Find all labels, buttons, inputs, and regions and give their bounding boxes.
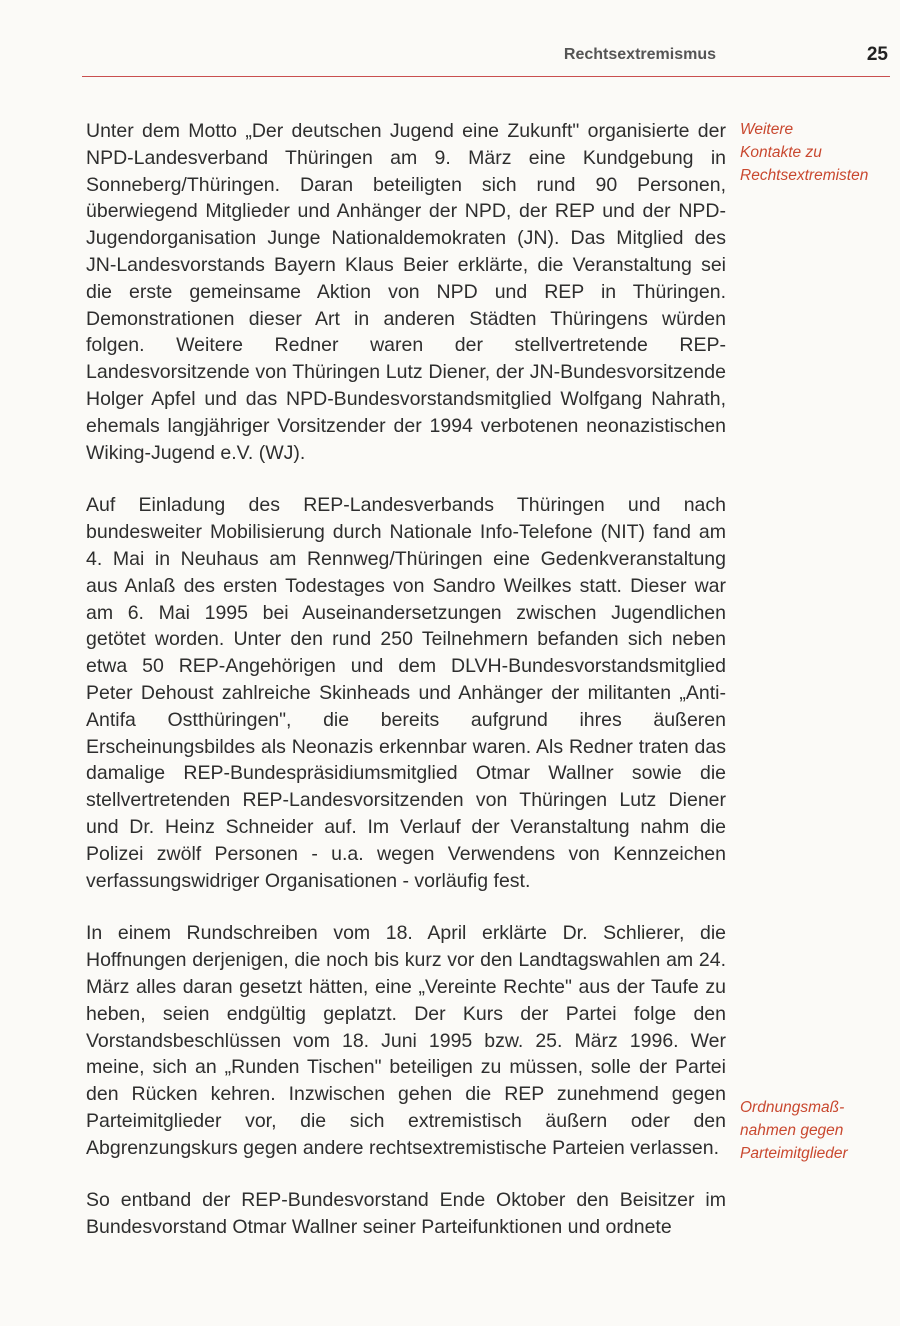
- paragraph-rundschreiben: In einem Rundschreiben vom 18. April erklärte Dr. Schlierer, die Hoffnungen derjenigen, die noch bis kurz vor den Landtagswahlen am 24. März alles daran gesetzt hätten, eine „Vereinte Rechte" aus der Taufe zu heben, seien endgültig geplatzt. Der Kurs der Partei folge den Vorstandsbeschlüssen vom 18. Juni 1995 bzw. 25. März 1996. Wer meine, sich an „Runden Tischen" beteiligen zu müssen, solle der Partei den Rücken kehren. Inzwischen gehen die REP zunehmend gegen Parteimitglieder vor, die sich extremistisch äußern oder den Abgrenzungskurs gegen andere rechtsextremistische Parteien verlassen.: [86, 922, 726, 1159]
- margin-note-line: Rechtsextremisten: [740, 167, 869, 184]
- margin-note-kontakte: [740, 118, 890, 187]
- running-title: Rechtsextremismus: [563, 46, 716, 63]
- margin-note-ordnungsmassnahmen: [740, 1096, 890, 1165]
- body-text: [86, 118, 726, 1267]
- paragraph-wallner: So entband der REP-Bundesvorstand Ende Oktober den Beisitzer im Bundesvorstand Otmar Wallner seiner Parteifunktionen und ordnete: [86, 1189, 726, 1239]
- running-header: [82, 36, 890, 77]
- margin-note-line: nahmen gegen: [740, 1122, 844, 1139]
- margin-note-line: Ordnungsmaß-: [740, 1099, 845, 1116]
- margin-note-line: Kontakte zu: [740, 144, 822, 161]
- paragraph-gedenkveranstaltung: Auf Einladung des REP-Landesverbands Thüringen und nach bundesweiter Mobilisierung durch Nationale Info-Telefone (NIT) fand am 4. Mai in Neuhaus am Rennweg/Thüringen eine Gedenkveranstaltung aus Anlaß des ersten Todestages von Sandro Weilkes statt. Dieser war am 6. Mai 1995 bei Auseinandersetzungen zwischen Jugendlichen getötet worden. Unter den rund 250 Teilnehmern befanden sich neben etwa 50 REP-Angehörigen und dem DLVH-Bundesvorstandsmitglied Peter Dehoust zahlreiche Skinheads und Anhänger der militanten „Anti-Antifa Ostthüringen", die bereits aufgrund ihres äußeren Erscheinungsbildes als Neonazis erkennbar waren. Als Redner traten das damalige REP-Bundespräsidiumsmitglied Otmar Wallner sowie die stellvertretenden REP-Landesvorsitzenden von Thüringen Lutz Diener und Dr. Heinz Schneider auf. Im Verlauf der Veranstaltung nahm die Polizei zwölf Personen - u.a. wegen Verwendens von Kennzeichen verfassungswidriger Organisationen - vorläufig fest.: [86, 494, 726, 892]
- page-number: 25: [866, 44, 888, 65]
- paragraph-npd-kundgebung: Unter dem Motto „Der deutschen Jugend eine Zukunft" organisierte der NPD-Landesverband Thüringen am 9. März eine Kundgebung in Sonneberg/Thüringen. Daran beteiligten sich rund 90 Personen, überwiegend Mitglieder und Anhänger der NPD, der REP und der NPD-Jugendorganisation Junge Nationaldemokraten (JN). Das Mitglied des JN-Landesvorstands Bayern Klaus Beier erklärte, die Veranstaltung sei die erste gemeinsame Aktion von NPD und REP in Thüringen. Demonstrationen dieser Art in anderen Städten Thüringens würden folgen. Weitere Redner waren der stellvertretende REP-Landesvorsitzende von Thüringen Lutz Diener, der JN-Bundesvorsitzende Holger Apfel und das NPD-Bundesvorstandsmitglied Wolfgang Nahrath, ehemals langjähriger Vorsitzender der 1994 verbotenen neonazistischen Wiking-Jugend e.V. (WJ).: [86, 120, 726, 464]
- margin-note-line: Weitere: [740, 121, 794, 138]
- margin-note-line: Parteimitglieder: [740, 1145, 848, 1162]
